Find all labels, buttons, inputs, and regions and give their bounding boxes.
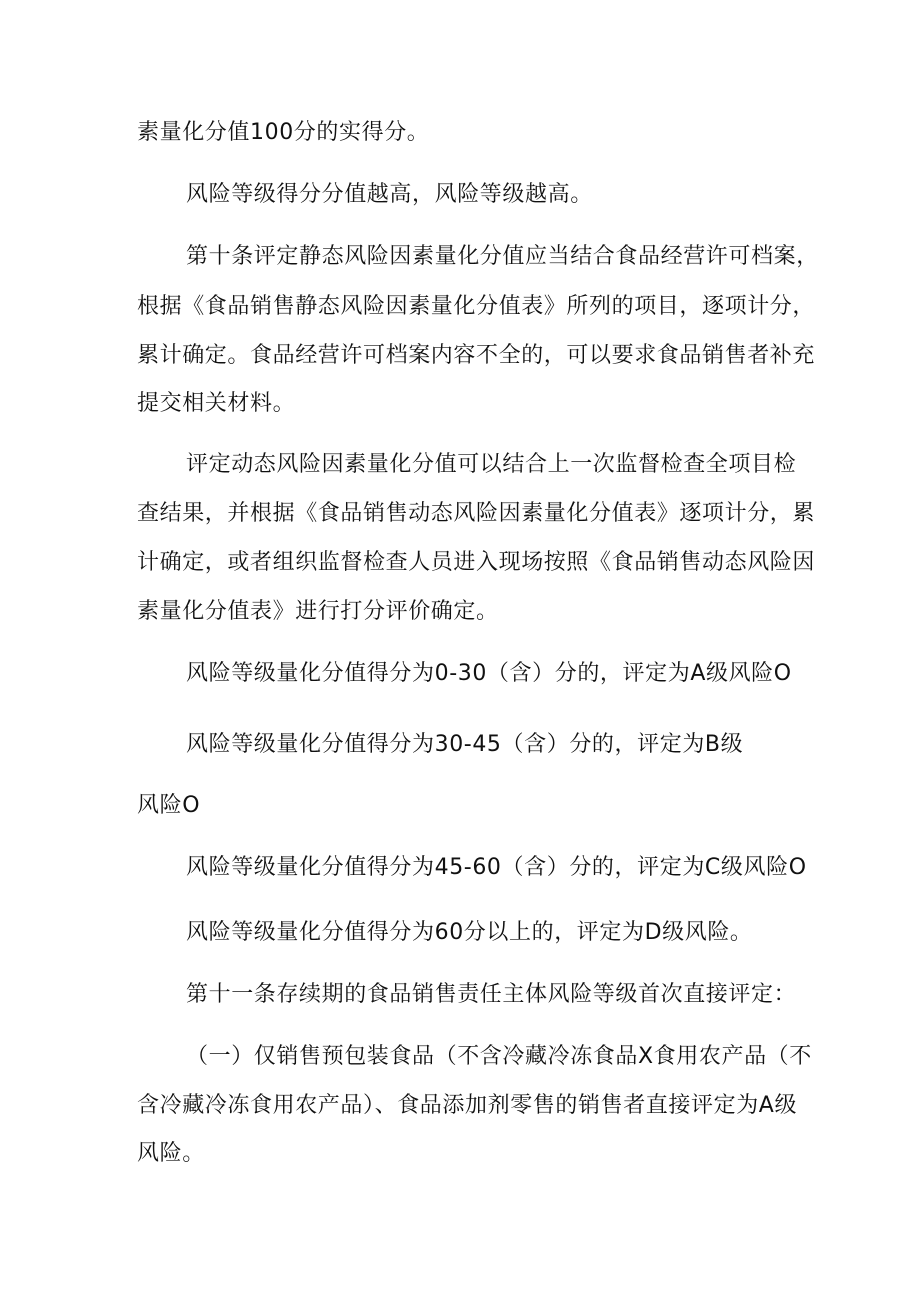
text-line-4: 根据《食品销售静态风险因素量化分值表》所列的项目，逐项计分，: [137, 294, 816, 319]
text-line-19: 风险。: [137, 1141, 205, 1166]
text-line-3: 第十条评定静态风险因素量化分值应当结合食品经营许可档案，: [186, 244, 819, 269]
text-line-17: （一）仅销售预包装食品（不含冷藏冷冻食品X食用农产品（不: [186, 1044, 812, 1069]
text-line-15: 风险等级量化分值得分为60分以上的，评定为D级风险。: [186, 920, 753, 945]
text-line-13: 风险O: [137, 793, 201, 818]
text-line-5: 累计确定。食品经营许可档案内容不全的，可以要求食品销售者补充: [137, 343, 816, 368]
text-line-14: 风险等级量化分值得分为45-60（含）分的，评定为C级风险O: [186, 855, 807, 880]
text-line-18: 含冷藏冷冻食用农产品）、食品添加剂零售的销售者直接评定为A级: [137, 1093, 798, 1118]
text-line-6: 提交相关材料。: [137, 391, 296, 416]
text-line-1: 素量化分值100分的实得分。: [137, 120, 430, 145]
text-line-12: 风险等级量化分值得分为30-45（含）分的，评定为B级: [186, 732, 744, 757]
text-line-11: 风险等级量化分值得分为0-30（含）分的，评定为A级风险O: [186, 661, 792, 686]
text-line-16: 第十一条存续期的食品销售责任主体风险等级首次直接评定：: [186, 982, 797, 1007]
text-line-2: 风险等级得分分值越高，风险等级越高。: [186, 182, 593, 207]
text-line-9: 计确定，或者组织监督检查人员进入现场按照《食品销售动态风险因: [137, 550, 816, 575]
text-line-10: 素量化分值表》进行打分评价确定。: [137, 599, 499, 624]
text-line-7: 评定动态风险因素量化分值可以结合上一次监督检查全项目检: [186, 452, 797, 477]
text-line-8: 查结果，并根据《食品销售动态风险因素量化分值表》逐项计分，累: [137, 501, 816, 526]
